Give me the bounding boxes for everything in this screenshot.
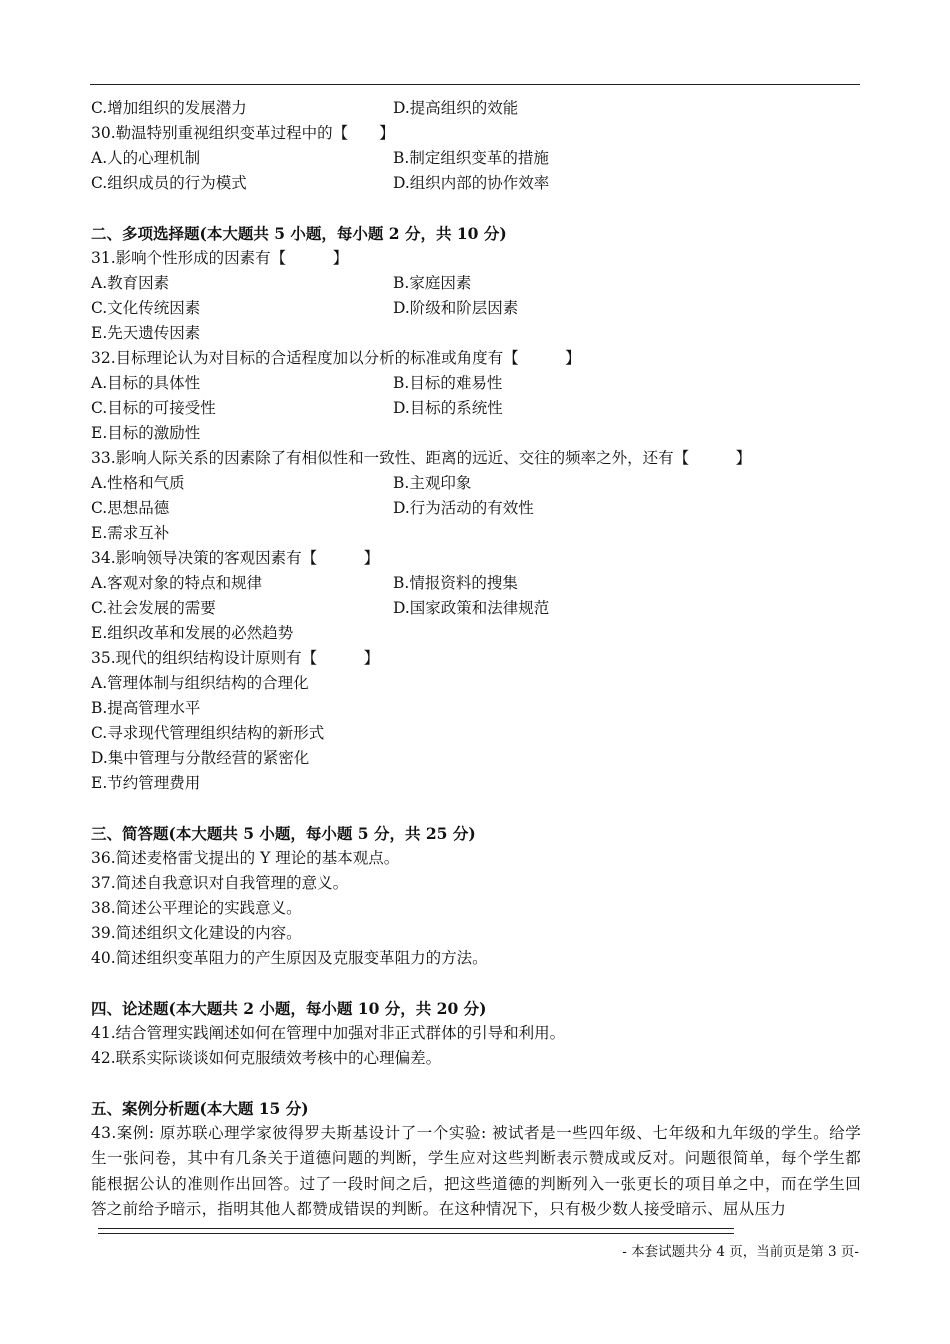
option-a: A.客观对象的特点和规律	[91, 574, 263, 592]
q36: 36.简述麦格雷戈提出的 Y 理论的基本观点。	[91, 849, 400, 867]
q32-stem: 32.目标理论认为对目标的合适程度加以分析的标准或角度有【 】	[91, 349, 581, 367]
q43-case-text: 43.案例: 原苏联心理学家彼得罗夫斯基设计了一个实验: 被试者是一些四年级、七年级和九年级的学生。给学生一张问卷，其中有几条关于道德问题的判断，学生应对这些判断表示赞成或反对。问题很简单，每个学生都能根据公认的准则作出回答。过了一段时间之后，把这些道德的判断列入一张更长的项目单之中，而在学生回答之前给予暗示，指明其他人都赞成错误的判断。在这种情况下，只有极少数人接受暗示、屈从压力	[91, 1124, 861, 1218]
q31-stem: 31.影响个性形成的因素有【 】	[91, 249, 349, 267]
page-footer: - 本套试题共分 4 页，当前页是第 3 页-	[622, 1244, 859, 1260]
section-2-title: 二、多项选择题(本大题共 5 小题，每小题 2 分，共 10 分)	[91, 224, 507, 243]
option-b: B.制定组织变革的措施	[393, 149, 549, 167]
q42: 42.联系实际谈谈如何克服绩效考核中的心理偏差。	[91, 1049, 442, 1067]
q33-options-ab	[91, 471, 861, 496]
option-b: B.情报资料的搜集	[393, 574, 518, 592]
q40: 40.简述组织变革阻力的产生原因及克服变革阻力的方法。	[91, 949, 488, 967]
q34-options-cd	[91, 596, 861, 621]
option-d: D.阶级和阶层因素	[393, 299, 519, 317]
option-a: A.目标的具体性	[91, 374, 201, 392]
q31-options-ab	[91, 271, 861, 296]
option-b: B.提高管理水平	[91, 699, 201, 717]
q41: 41.结合管理实践阐述如何在管理中加强对非正式群体的引导和利用。	[91, 1024, 566, 1042]
q35-stem: 35.现代的组织结构设计原则有【 】	[91, 649, 380, 667]
option-e: E.先天遗传因素	[91, 324, 201, 342]
q31-options-cd	[91, 296, 861, 321]
option-b: B.家庭因素	[393, 274, 472, 292]
q38: 38.简述公平理论的实践意义。	[91, 899, 302, 917]
q32-options-ab	[91, 371, 861, 396]
option-e: E.节约管理费用	[91, 774, 201, 792]
q37: 37.简述自我意识对自我管理的意义。	[91, 874, 349, 892]
option-c: C.增加组织的发展潜力	[91, 99, 247, 117]
q39: 39.简述组织文化建设的内容。	[91, 924, 302, 942]
option-b: B.目标的难易性	[393, 374, 503, 392]
option-a: A.人的心理机制	[91, 149, 201, 167]
option-a: A.性格和气质	[91, 474, 185, 492]
option-d: D.提高组织的效能	[393, 99, 519, 117]
option-c: C.社会发展的需要	[91, 599, 216, 617]
option-c: C.目标的可接受性	[91, 399, 216, 417]
option-c: C.寻求现代管理组织结构的新形式	[91, 724, 325, 742]
exam-content	[91, 96, 861, 1222]
q33-options-cd	[91, 496, 861, 521]
section-3-title: 三、简答题(本大题共 5 小题，每小题 5 分，共 25 分)	[91, 824, 476, 843]
option-e: E.目标的激励性	[91, 424, 201, 442]
footer-rule	[98, 1228, 734, 1234]
option-a: A.教育因素	[91, 274, 170, 292]
option-c: C.组织成员的行为模式	[91, 174, 247, 192]
option-d: D.组织内部的协作效率	[393, 174, 550, 192]
q30-stem: 30.勒温特别重视组织变革过程中的【 】	[91, 124, 395, 142]
option-e: E.需求互补	[91, 524, 170, 542]
option-d: D.行为活动的有效性	[393, 499, 534, 517]
option-c: C.文化传统因素	[91, 299, 201, 317]
section-4-title: 四、论述题(本大题共 2 小题，每小题 10 分，共 20 分)	[91, 999, 487, 1018]
header-rule	[90, 84, 860, 85]
q30-options-ab	[91, 146, 861, 171]
option-a: A.管理体制与组织结构的合理化	[91, 674, 309, 692]
section-5-title: 五、案例分析题(本大题 15 分)	[91, 1099, 309, 1118]
q30-options-cd	[91, 171, 861, 196]
option-d: D.目标的系统性	[393, 399, 503, 417]
q34-stem: 34.影响领导决策的客观因素有【 】	[91, 549, 380, 567]
q32-options-cd	[91, 396, 861, 421]
option-b: B.主观印象	[393, 474, 472, 492]
q34-options-ab	[91, 571, 861, 596]
option-c: C.思想品德	[91, 499, 170, 517]
q33-stem: 33.影响人际关系的因素除了有相似性和一致性、距离的远近、交往的频率之外，还有【 】	[91, 449, 752, 467]
q29-options-cd	[91, 96, 861, 121]
option-d: D.集中管理与分散经营的紧密化	[91, 749, 310, 767]
option-e: E.组织改革和发展的必然趋势	[91, 624, 294, 642]
option-d: D.国家政策和法律规范	[393, 599, 550, 617]
